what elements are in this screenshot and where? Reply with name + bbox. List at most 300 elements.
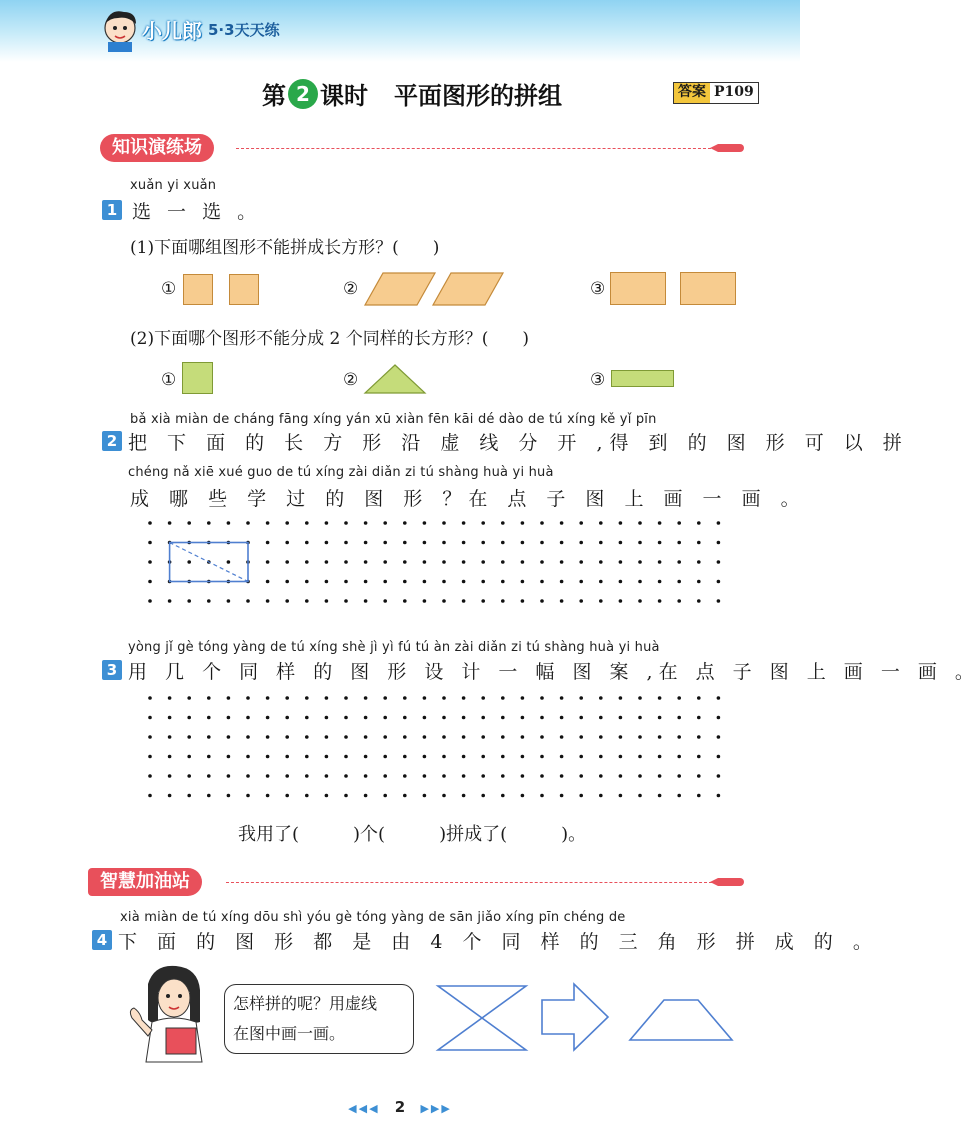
grid-dot[interactable] — [677, 580, 681, 584]
grid-dot[interactable] — [364, 580, 368, 584]
grid-dot[interactable] — [677, 560, 681, 564]
grid-dot[interactable] — [168, 755, 172, 759]
grid-dot[interactable] — [168, 716, 172, 720]
grid-dot[interactable] — [423, 716, 427, 720]
grid-dot[interactable] — [246, 716, 250, 720]
grid-dot[interactable] — [285, 521, 289, 525]
grid-dot[interactable] — [285, 774, 289, 778]
grid-dot[interactable] — [285, 755, 289, 759]
grid-dot[interactable] — [325, 541, 329, 545]
grid-dot[interactable] — [148, 716, 152, 720]
grid-dot[interactable] — [364, 755, 368, 759]
grid-dot[interactable] — [677, 696, 681, 700]
grid-dot[interactable] — [325, 599, 329, 603]
grid-dot[interactable] — [305, 735, 309, 739]
grid-dot[interactable] — [364, 735, 368, 739]
dot-grid-q2[interactable] — [140, 515, 740, 615]
grid-dot[interactable] — [423, 560, 427, 564]
grid-dot[interactable] — [442, 755, 446, 759]
grid-dot[interactable] — [579, 794, 583, 798]
grid-dot[interactable] — [227, 696, 231, 700]
grid-dot[interactable] — [521, 696, 525, 700]
grid-dot[interactable] — [677, 774, 681, 778]
grid-dot[interactable] — [501, 599, 505, 603]
grid-dot[interactable] — [638, 735, 642, 739]
grid-dot[interactable] — [423, 580, 427, 584]
grid-dot[interactable] — [325, 774, 329, 778]
grid-dot[interactable] — [266, 580, 270, 584]
grid-dot[interactable] — [344, 521, 348, 525]
grid-dot[interactable] — [560, 580, 564, 584]
grid-dot[interactable] — [325, 755, 329, 759]
grid-dot[interactable] — [383, 794, 387, 798]
grid-dot[interactable] — [481, 696, 485, 700]
grid-dot[interactable] — [619, 755, 623, 759]
grid-dot[interactable] — [148, 521, 152, 525]
grid-dot[interactable] — [246, 599, 250, 603]
grid-dot[interactable] — [521, 580, 525, 584]
grid-dot[interactable] — [246, 735, 250, 739]
grid-dot[interactable] — [148, 735, 152, 739]
grid-dot[interactable] — [658, 716, 662, 720]
grid-dot[interactable] — [168, 735, 172, 739]
grid-dot[interactable] — [325, 521, 329, 525]
grid-dot[interactable] — [148, 560, 152, 564]
grid-dot[interactable] — [325, 560, 329, 564]
grid-dot[interactable] — [579, 521, 583, 525]
grid-dot[interactable] — [403, 774, 407, 778]
grid-dot[interactable] — [599, 541, 603, 545]
grid-dot[interactable] — [638, 521, 642, 525]
grid-dot[interactable] — [403, 541, 407, 545]
grid-dot[interactable] — [442, 580, 446, 584]
grid-dot[interactable] — [305, 521, 309, 525]
grid-dot[interactable] — [540, 521, 544, 525]
grid-dot[interactable] — [442, 774, 446, 778]
grid-dot[interactable] — [717, 755, 721, 759]
grid-dot[interactable] — [207, 716, 211, 720]
grid-dot[interactable] — [579, 716, 583, 720]
grid-dot[interactable] — [148, 774, 152, 778]
grid-dot[interactable] — [148, 755, 152, 759]
grid-dot[interactable] — [168, 774, 172, 778]
grid-dot[interactable] — [383, 755, 387, 759]
grid-dot[interactable] — [305, 541, 309, 545]
grid-dot[interactable] — [148, 599, 152, 603]
arrow-shape[interactable] — [540, 982, 610, 1052]
grid-dot[interactable] — [442, 696, 446, 700]
grid-dot[interactable] — [599, 774, 603, 778]
grid-dot[interactable] — [717, 696, 721, 700]
grid-dot[interactable] — [364, 560, 368, 564]
grid-dot[interactable] — [540, 599, 544, 603]
grid-dot[interactable] — [638, 774, 642, 778]
grid-dot[interactable] — [266, 755, 270, 759]
grid-dot[interactable] — [285, 794, 289, 798]
grid-dot[interactable] — [697, 541, 701, 545]
grid-dot[interactable] — [187, 774, 191, 778]
grid-dot[interactable] — [344, 541, 348, 545]
grid-dot[interactable] — [579, 696, 583, 700]
grid-dot[interactable] — [560, 794, 564, 798]
grid-dot[interactable] — [266, 716, 270, 720]
grid-dot[interactable] — [344, 696, 348, 700]
grid-dot[interactable] — [187, 560, 191, 564]
grid-dot[interactable] — [246, 774, 250, 778]
grid-dot[interactable] — [207, 774, 211, 778]
grid-dot[interactable] — [403, 560, 407, 564]
grid-dot[interactable] — [521, 755, 525, 759]
grid-dot[interactable] — [227, 735, 231, 739]
grid-dot[interactable] — [677, 541, 681, 545]
grid-dot[interactable] — [481, 774, 485, 778]
grid-dot[interactable] — [658, 794, 662, 798]
grid-dot[interactable] — [540, 580, 544, 584]
grid-dot[interactable] — [560, 541, 564, 545]
grid-dot[interactable] — [560, 696, 564, 700]
grid-dot[interactable] — [481, 560, 485, 564]
grid-dot[interactable] — [423, 696, 427, 700]
grid-dot[interactable] — [540, 774, 544, 778]
grid-dot[interactable] — [658, 521, 662, 525]
grid-dot[interactable] — [344, 716, 348, 720]
grid-dot[interactable] — [658, 735, 662, 739]
grid-dot[interactable] — [619, 794, 623, 798]
grid-dot[interactable] — [383, 560, 387, 564]
grid-dot[interactable] — [560, 560, 564, 564]
grid-dot[interactable] — [305, 716, 309, 720]
trapezoid-shape[interactable] — [628, 998, 734, 1042]
grid-dot[interactable] — [403, 696, 407, 700]
grid-dot[interactable] — [325, 735, 329, 739]
grid-dot[interactable] — [266, 696, 270, 700]
grid-dot[interactable] — [344, 599, 348, 603]
grid-dot[interactable] — [501, 541, 505, 545]
grid-dot[interactable] — [285, 735, 289, 739]
grid-dot[interactable] — [717, 794, 721, 798]
grid-dot[interactable] — [403, 755, 407, 759]
grid-dot[interactable] — [501, 696, 505, 700]
grid-dot[interactable] — [658, 541, 662, 545]
grid-dot[interactable] — [305, 696, 309, 700]
grid-dot[interactable] — [266, 774, 270, 778]
grid-dot[interactable] — [266, 521, 270, 525]
grid-dot[interactable] — [462, 521, 466, 525]
grid-dot[interactable] — [227, 755, 231, 759]
grid-dot[interactable] — [579, 774, 583, 778]
grid-dot[interactable] — [442, 599, 446, 603]
grid-dot[interactable] — [462, 735, 466, 739]
grid-dot[interactable] — [697, 521, 701, 525]
grid-dot[interactable] — [521, 735, 525, 739]
grid-dot[interactable] — [599, 580, 603, 584]
grid-dot[interactable] — [638, 541, 642, 545]
grid-dot[interactable] — [481, 580, 485, 584]
grid-dot[interactable] — [677, 755, 681, 759]
grid-dot[interactable] — [717, 716, 721, 720]
grid-dot[interactable] — [266, 794, 270, 798]
grid-dot[interactable] — [619, 560, 623, 564]
grid-dot[interactable] — [619, 599, 623, 603]
grid-dot[interactable] — [285, 541, 289, 545]
grid-dot[interactable] — [148, 794, 152, 798]
grid-dot[interactable] — [560, 716, 564, 720]
grid-dot[interactable] — [619, 541, 623, 545]
grid-dot[interactable] — [481, 541, 485, 545]
grid-dot[interactable] — [187, 521, 191, 525]
grid-dot[interactable] — [697, 560, 701, 564]
grid-dot[interactable] — [462, 541, 466, 545]
grid-dot[interactable] — [187, 794, 191, 798]
grid-dot[interactable] — [677, 521, 681, 525]
grid-dot[interactable] — [579, 735, 583, 739]
grid-dot[interactable] — [442, 735, 446, 739]
grid-dot[interactable] — [717, 735, 721, 739]
grid-dot[interactable] — [246, 696, 250, 700]
grid-dot[interactable] — [383, 541, 387, 545]
grid-dot[interactable] — [560, 774, 564, 778]
grid-dot[interactable] — [383, 696, 387, 700]
grid-dot[interactable] — [364, 599, 368, 603]
grid-dot[interactable] — [227, 599, 231, 603]
grid-dot[interactable] — [521, 716, 525, 720]
grid-dot[interactable] — [638, 580, 642, 584]
grid-dot[interactable] — [266, 541, 270, 545]
grid-dot[interactable] — [227, 560, 231, 564]
grid-dot[interactable] — [697, 774, 701, 778]
grid-dot[interactable] — [697, 580, 701, 584]
grid-dot[interactable] — [501, 794, 505, 798]
grid-dot[interactable] — [344, 755, 348, 759]
grid-dot[interactable] — [481, 794, 485, 798]
grid-dot[interactable] — [619, 735, 623, 739]
grid-dot[interactable] — [285, 716, 289, 720]
grid-dot[interactable] — [658, 774, 662, 778]
grid-dot[interactable] — [599, 599, 603, 603]
grid-dot[interactable] — [168, 794, 172, 798]
grid-dot[interactable] — [540, 716, 544, 720]
hourglass-shape[interactable] — [436, 984, 528, 1052]
grid-dot[interactable] — [423, 755, 427, 759]
grid-dot[interactable] — [540, 541, 544, 545]
grid-dot[interactable] — [579, 560, 583, 564]
grid-dot[interactable] — [658, 560, 662, 564]
grid-dot[interactable] — [364, 774, 368, 778]
grid-dot[interactable] — [364, 794, 368, 798]
grid-dot[interactable] — [677, 794, 681, 798]
grid-dot[interactable] — [462, 599, 466, 603]
grid-dot[interactable] — [325, 794, 329, 798]
grid-dot[interactable] — [403, 521, 407, 525]
grid-dot[interactable] — [207, 696, 211, 700]
grid-dot[interactable] — [148, 696, 152, 700]
grid-dot[interactable] — [481, 755, 485, 759]
grid-dot[interactable] — [207, 521, 211, 525]
grid-dot[interactable] — [560, 735, 564, 739]
grid-dot[interactable] — [697, 794, 701, 798]
grid-dot[interactable] — [168, 521, 172, 525]
grid-dot[interactable] — [638, 599, 642, 603]
grid-dot[interactable] — [717, 560, 721, 564]
grid-dot[interactable] — [599, 735, 603, 739]
grid-dot[interactable] — [501, 580, 505, 584]
grid-dot[interactable] — [207, 755, 211, 759]
grid-dot[interactable] — [383, 735, 387, 739]
grid-dot[interactable] — [227, 521, 231, 525]
grid-dot[interactable] — [364, 716, 368, 720]
grid-dot[interactable] — [501, 755, 505, 759]
grid-dot[interactable] — [579, 580, 583, 584]
grid-dot[interactable] — [266, 560, 270, 564]
grid-dot[interactable] — [305, 774, 309, 778]
grid-dot[interactable] — [599, 696, 603, 700]
grid-dot[interactable] — [187, 755, 191, 759]
grid-dot[interactable] — [266, 599, 270, 603]
grid-dot[interactable] — [658, 599, 662, 603]
grid-dot[interactable] — [423, 521, 427, 525]
grid-dot[interactable] — [383, 716, 387, 720]
grid-dot[interactable] — [364, 521, 368, 525]
grid-dot[interactable] — [148, 580, 152, 584]
grid-dot[interactable] — [187, 716, 191, 720]
grid-dot[interactable] — [423, 774, 427, 778]
grid-dot[interactable] — [423, 541, 427, 545]
grid-dot[interactable] — [599, 794, 603, 798]
grid-dot[interactable] — [638, 696, 642, 700]
grid-dot[interactable] — [462, 560, 466, 564]
dot-grid-q3[interactable] — [140, 690, 740, 805]
grid-dot[interactable] — [599, 755, 603, 759]
grid-dot[interactable] — [344, 560, 348, 564]
grid-dot[interactable] — [344, 774, 348, 778]
grid-dot[interactable] — [501, 560, 505, 564]
grid-dot[interactable] — [442, 794, 446, 798]
grid-dot[interactable] — [540, 560, 544, 564]
grid-dot[interactable] — [246, 521, 250, 525]
grid-dot[interactable] — [658, 696, 662, 700]
grid-dot[interactable] — [481, 599, 485, 603]
grid-dot[interactable] — [462, 696, 466, 700]
grid-dot[interactable] — [697, 599, 701, 603]
grid-dot[interactable] — [501, 521, 505, 525]
grid-dot[interactable] — [521, 541, 525, 545]
grid-dot[interactable] — [697, 735, 701, 739]
grid-dot[interactable] — [207, 735, 211, 739]
grid-dot[interactable] — [462, 716, 466, 720]
grid-dot[interactable] — [462, 774, 466, 778]
grid-dot[interactable] — [305, 755, 309, 759]
grid-dot[interactable] — [579, 541, 583, 545]
grid-dot[interactable] — [383, 774, 387, 778]
grid-dot[interactable] — [148, 541, 152, 545]
grid-dot[interactable] — [403, 735, 407, 739]
grid-dot[interactable] — [383, 580, 387, 584]
grid-dot[interactable] — [560, 521, 564, 525]
grid-dot[interactable] — [403, 580, 407, 584]
grid-dot[interactable] — [579, 599, 583, 603]
grid-dot[interactable] — [442, 716, 446, 720]
grid-dot[interactable] — [462, 580, 466, 584]
grid-dot[interactable] — [677, 599, 681, 603]
grid-dot[interactable] — [658, 580, 662, 584]
grid-dot[interactable] — [619, 696, 623, 700]
grid-dot[interactable] — [187, 696, 191, 700]
grid-dot[interactable] — [521, 521, 525, 525]
grid-dot[interactable] — [285, 560, 289, 564]
grid-dot[interactable] — [540, 755, 544, 759]
grid-dot[interactable] — [187, 735, 191, 739]
grid-dot[interactable] — [717, 541, 721, 545]
grid-dot[interactable] — [481, 521, 485, 525]
grid-dot[interactable] — [579, 755, 583, 759]
grid-dot[interactable] — [462, 794, 466, 798]
grid-dot[interactable] — [246, 794, 250, 798]
grid-dot[interactable] — [227, 774, 231, 778]
grid-dot[interactable] — [403, 794, 407, 798]
grid-dot[interactable] — [344, 794, 348, 798]
grid-dot[interactable] — [364, 541, 368, 545]
grid-dot[interactable] — [638, 716, 642, 720]
grid-dot[interactable] — [521, 794, 525, 798]
grid-dot[interactable] — [305, 560, 309, 564]
grid-dot[interactable] — [285, 599, 289, 603]
grid-dot[interactable] — [658, 755, 662, 759]
grid-dot[interactable] — [560, 755, 564, 759]
grid-dot[interactable] — [638, 560, 642, 564]
grid-dot[interactable] — [442, 521, 446, 525]
grid-dot[interactable] — [501, 716, 505, 720]
grid-dot[interactable] — [619, 580, 623, 584]
grid-dot[interactable] — [168, 599, 172, 603]
grid-dot[interactable] — [599, 560, 603, 564]
grid-dot[interactable] — [599, 521, 603, 525]
grid-dot[interactable] — [423, 599, 427, 603]
grid-dot[interactable] — [403, 599, 407, 603]
grid-dot[interactable] — [638, 794, 642, 798]
grid-dot[interactable] — [305, 580, 309, 584]
grid-dot[interactable] — [344, 735, 348, 739]
grid-dot[interactable] — [697, 755, 701, 759]
grid-dot[interactable] — [540, 735, 544, 739]
grid-dot[interactable] — [266, 735, 270, 739]
grid-dot[interactable] — [540, 794, 544, 798]
grid-dot[interactable] — [364, 696, 368, 700]
grid-dot[interactable] — [501, 735, 505, 739]
grid-dot[interactable] — [638, 755, 642, 759]
grid-dot[interactable] — [677, 735, 681, 739]
grid-dot[interactable] — [540, 696, 544, 700]
grid-dot[interactable] — [599, 716, 603, 720]
grid-dot[interactable] — [344, 580, 348, 584]
grid-dot[interactable] — [619, 774, 623, 778]
grid-dot[interactable] — [442, 560, 446, 564]
grid-dot[interactable] — [187, 599, 191, 603]
grid-dot[interactable] — [717, 580, 721, 584]
grid-dot[interactable] — [227, 716, 231, 720]
grid-dot[interactable] — [521, 599, 525, 603]
grid-dot[interactable] — [383, 599, 387, 603]
grid-dot[interactable] — [305, 794, 309, 798]
grid-dot[interactable] — [207, 599, 211, 603]
grid-dot[interactable] — [403, 716, 407, 720]
grid-dot[interactable] — [325, 716, 329, 720]
grid-dot[interactable] — [501, 774, 505, 778]
grid-dot[interactable] — [481, 735, 485, 739]
grid-dot[interactable] — [481, 716, 485, 720]
grid-dot[interactable] — [560, 599, 564, 603]
grid-dot[interactable] — [677, 716, 681, 720]
grid-dot[interactable] — [207, 794, 211, 798]
